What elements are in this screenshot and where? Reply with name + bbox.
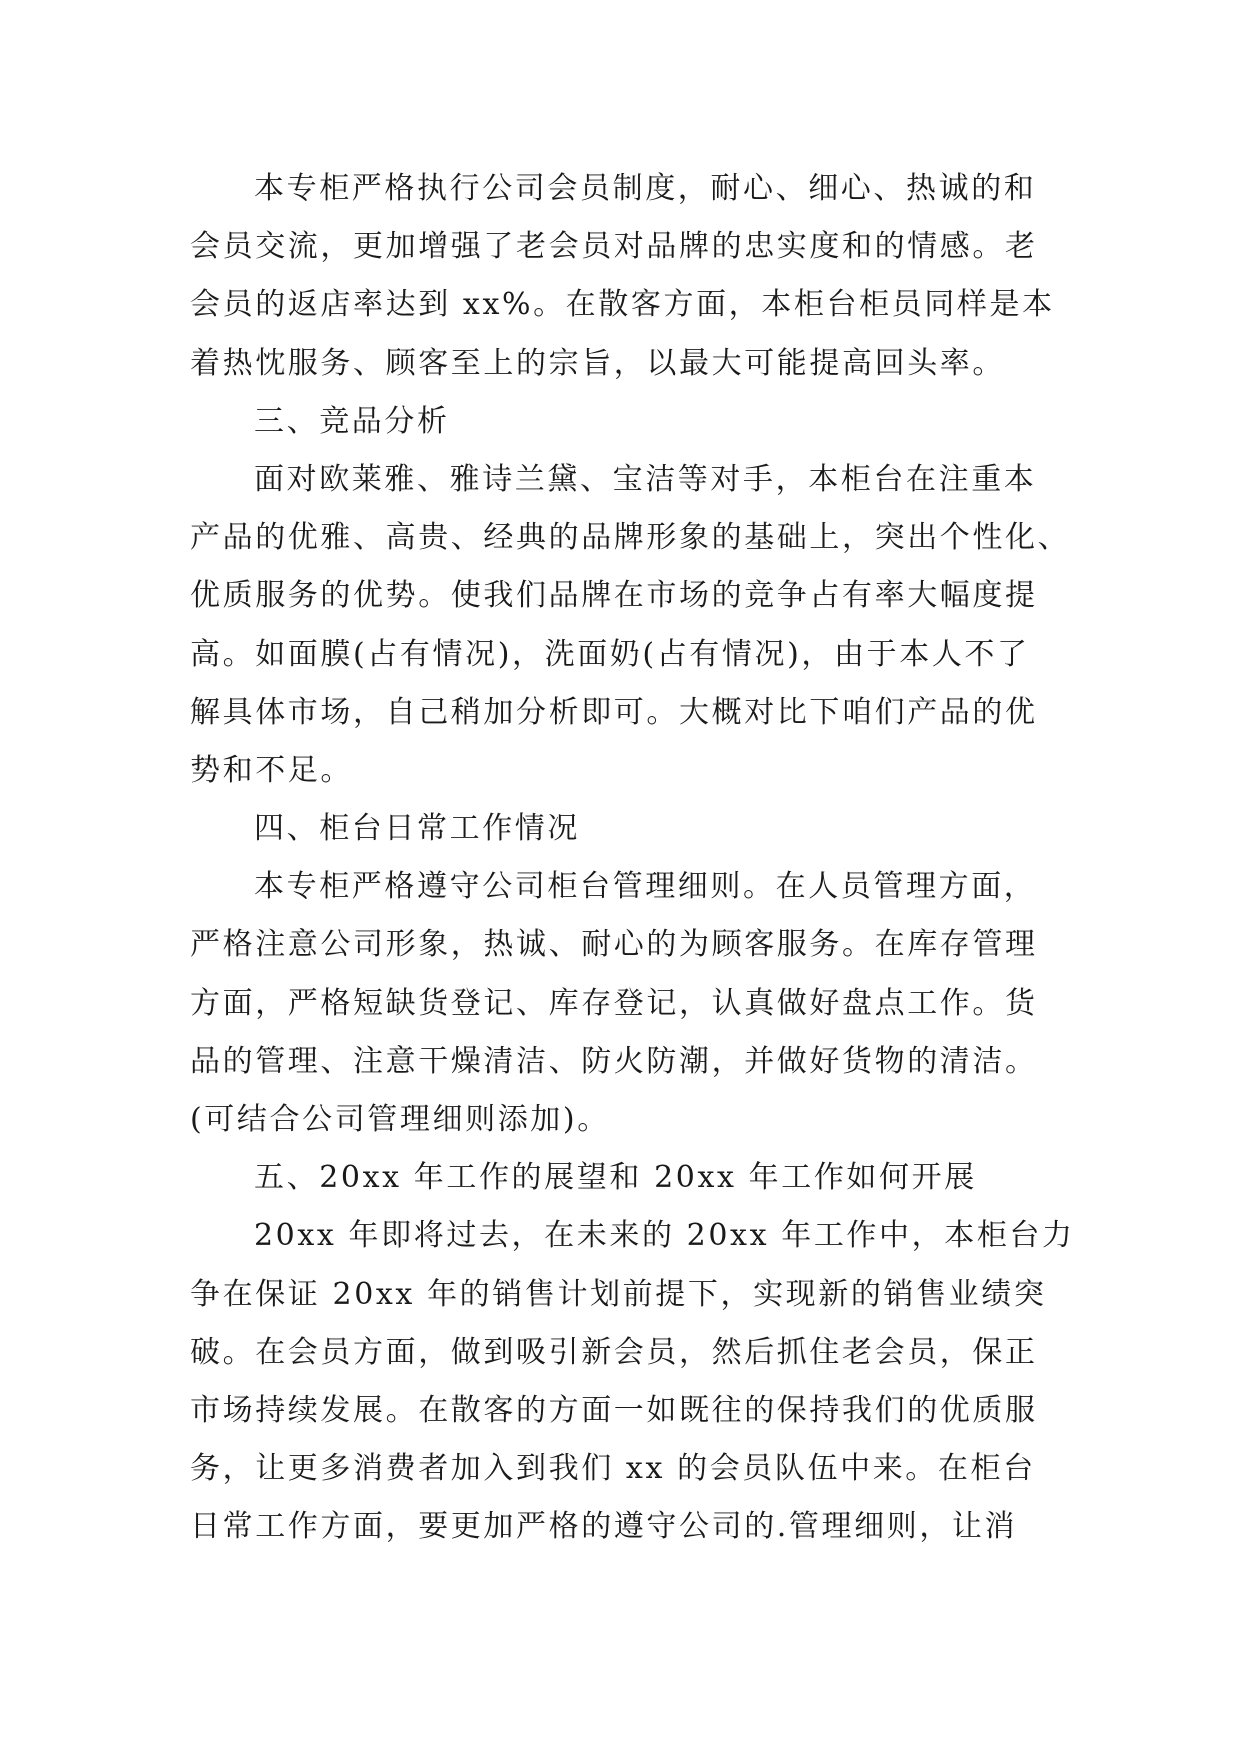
- text-line: 本专柜严格遵守公司柜台管理细则。在人员管理方面，: [254, 869, 1037, 905]
- text-line: 市场持续发展。在散客的方面一如既往的保持我们的优质服: [190, 1392, 1038, 1428]
- text-line: 争在保证 20xx 年的销售计划前提下，实现新的销售业绩突: [190, 1276, 1047, 1312]
- text-line: 破。在会员方面，做到吸引新会员，然后抓住老会员，保正: [190, 1334, 1038, 1370]
- text-line: 品的管理、注意干燥清洁、防火防潮，并做好货物的清洁。: [190, 1043, 1038, 1079]
- text-line: 解具体市场，自己稍加分析即可。大概对比下咱们产品的优: [190, 694, 1038, 730]
- text-line: 日常工作方面，要更加严格的遵守公司的.管理细则，让消: [190, 1509, 1018, 1545]
- text-line: 优质服务的优势。使我们品牌在市场的竞争占有率大幅度提: [190, 578, 1038, 614]
- section-heading: 四、柜台日常工作情况: [254, 811, 580, 847]
- text-line: 方面，严格短缺货登记、库存登记，认真做好盘点工作。货: [190, 985, 1038, 1021]
- text-line: 势和不足。: [190, 752, 353, 788]
- text-line: 高。如面膜(占有情况)，洗面奶(占有情况)，由于本人不了: [190, 636, 1030, 672]
- text-line: 20xx 年即将过去，在未来的 20xx 年工作中，本柜台力: [254, 1218, 1075, 1254]
- document-body: [190, 160, 1075, 1557]
- section-heading: 三、竞品分析: [254, 403, 450, 439]
- text-line: 会员交流，更加增强了老会员对品牌的忠实度和的情感。老: [190, 229, 1038, 265]
- text-line: 面对欧莱雅、雅诗兰黛、宝洁等对手，本柜台在注重本: [254, 461, 1037, 497]
- text-line: 务，让更多消费者加入到我们 xx 的会员队伍中来。在柜台: [190, 1451, 1036, 1487]
- text-line: (可结合公司管理细则添加)。: [190, 1102, 610, 1137]
- section-heading: 五、20xx 年工作的展望和 20xx 年工作如何开展: [254, 1160, 977, 1196]
- text-line: 着热忱服务、顾客至上的宗旨，以最大可能提高回头率。: [190, 345, 1005, 381]
- text-line: 产品的优雅、高贵、经典的品牌形象的基础上，突出个性化、: [190, 520, 1071, 556]
- text-line: 会员的返店率达到 xx%。在散客方面，本柜台柜员同样是本: [190, 287, 1055, 323]
- text-line: 本专柜严格执行公司会员制度，耐心、细心、热诚的和: [254, 171, 1037, 206]
- text-line: 严格注意公司形象，热诚、耐心的为顾客服务。在库存管理: [190, 927, 1038, 963]
